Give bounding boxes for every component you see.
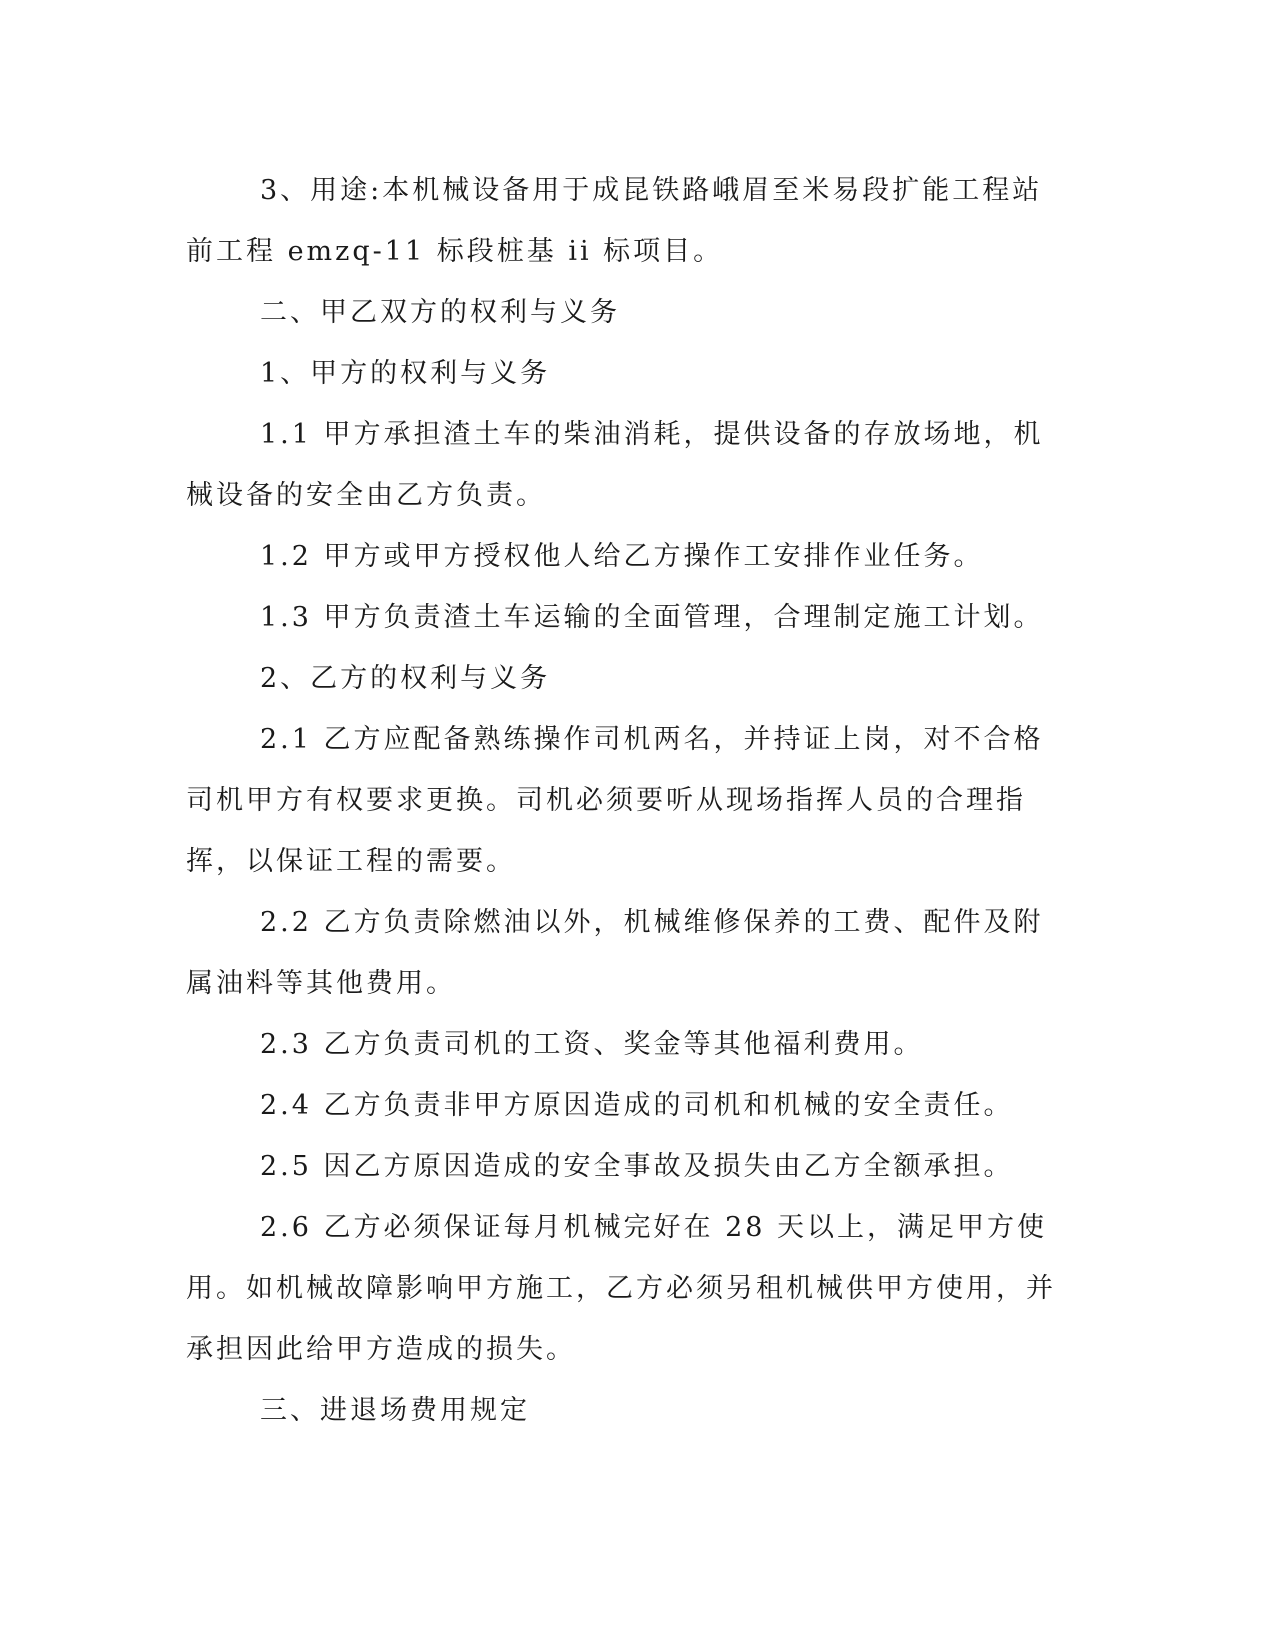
clause-2-3: 2.3 乙方负责司机的工资、奖金等其他福利费用。 [260, 1029, 924, 1060]
clause-2-1: 2.1 乙方应配备熟练操作司机两名，并持证上岗，对不合格司机甲方有权要求更换。司机必须要听从现场指挥人员的合理指挥，以保证工程的需要。 [186, 724, 1044, 877]
section-heading-entry-exit-fees: 三、进退场费用规定 [260, 1395, 530, 1426]
document-body [186, 160, 1066, 1441]
clause-1-2: 1.2 甲方或甲方授权他人给乙方操作工安排作业任务。 [260, 541, 984, 572]
paragraph-usage: 3、用途:本机械设备用于成昆铁路峨眉至米易段扩能工程站前工程 emzq-11 标段桩基 ii 标项目。 [186, 175, 1043, 267]
subsection-heading-party-a: 1、甲方的权利与义务 [260, 358, 551, 389]
clause-2-2: 2.2 乙方负责除燃油以外，机械维修保养的工费、配件及附属油料等其他费用。 [186, 907, 1044, 999]
clause-2-5: 2.5 因乙方原因造成的安全事故及损失由乙方全额承担。 [260, 1151, 1014, 1182]
subsection-heading-party-b: 2、乙方的权利与义务 [260, 663, 551, 694]
clause-2-6: 2.6 乙方必须保证每月机械完好在 28 天以上，满足甲方使用。如机械故障影响甲方施工，乙方必须另租机械供甲方使用，并承担因此给甲方造成的损失。 [186, 1212, 1056, 1365]
clause-1-1: 1.1 甲方承担渣土车的柴油消耗，提供设备的存放场地，机械设备的安全由乙方负责。 [186, 419, 1044, 511]
section-heading-rights-obligations: 二、甲乙双方的权利与义务 [260, 297, 620, 328]
clause-1-3: 1.3 甲方负责渣土车运输的全面管理，合理制定施工计划。 [260, 602, 1044, 633]
clause-2-4: 2.4 乙方负责非甲方原因造成的司机和机械的安全责任。 [260, 1090, 1014, 1121]
